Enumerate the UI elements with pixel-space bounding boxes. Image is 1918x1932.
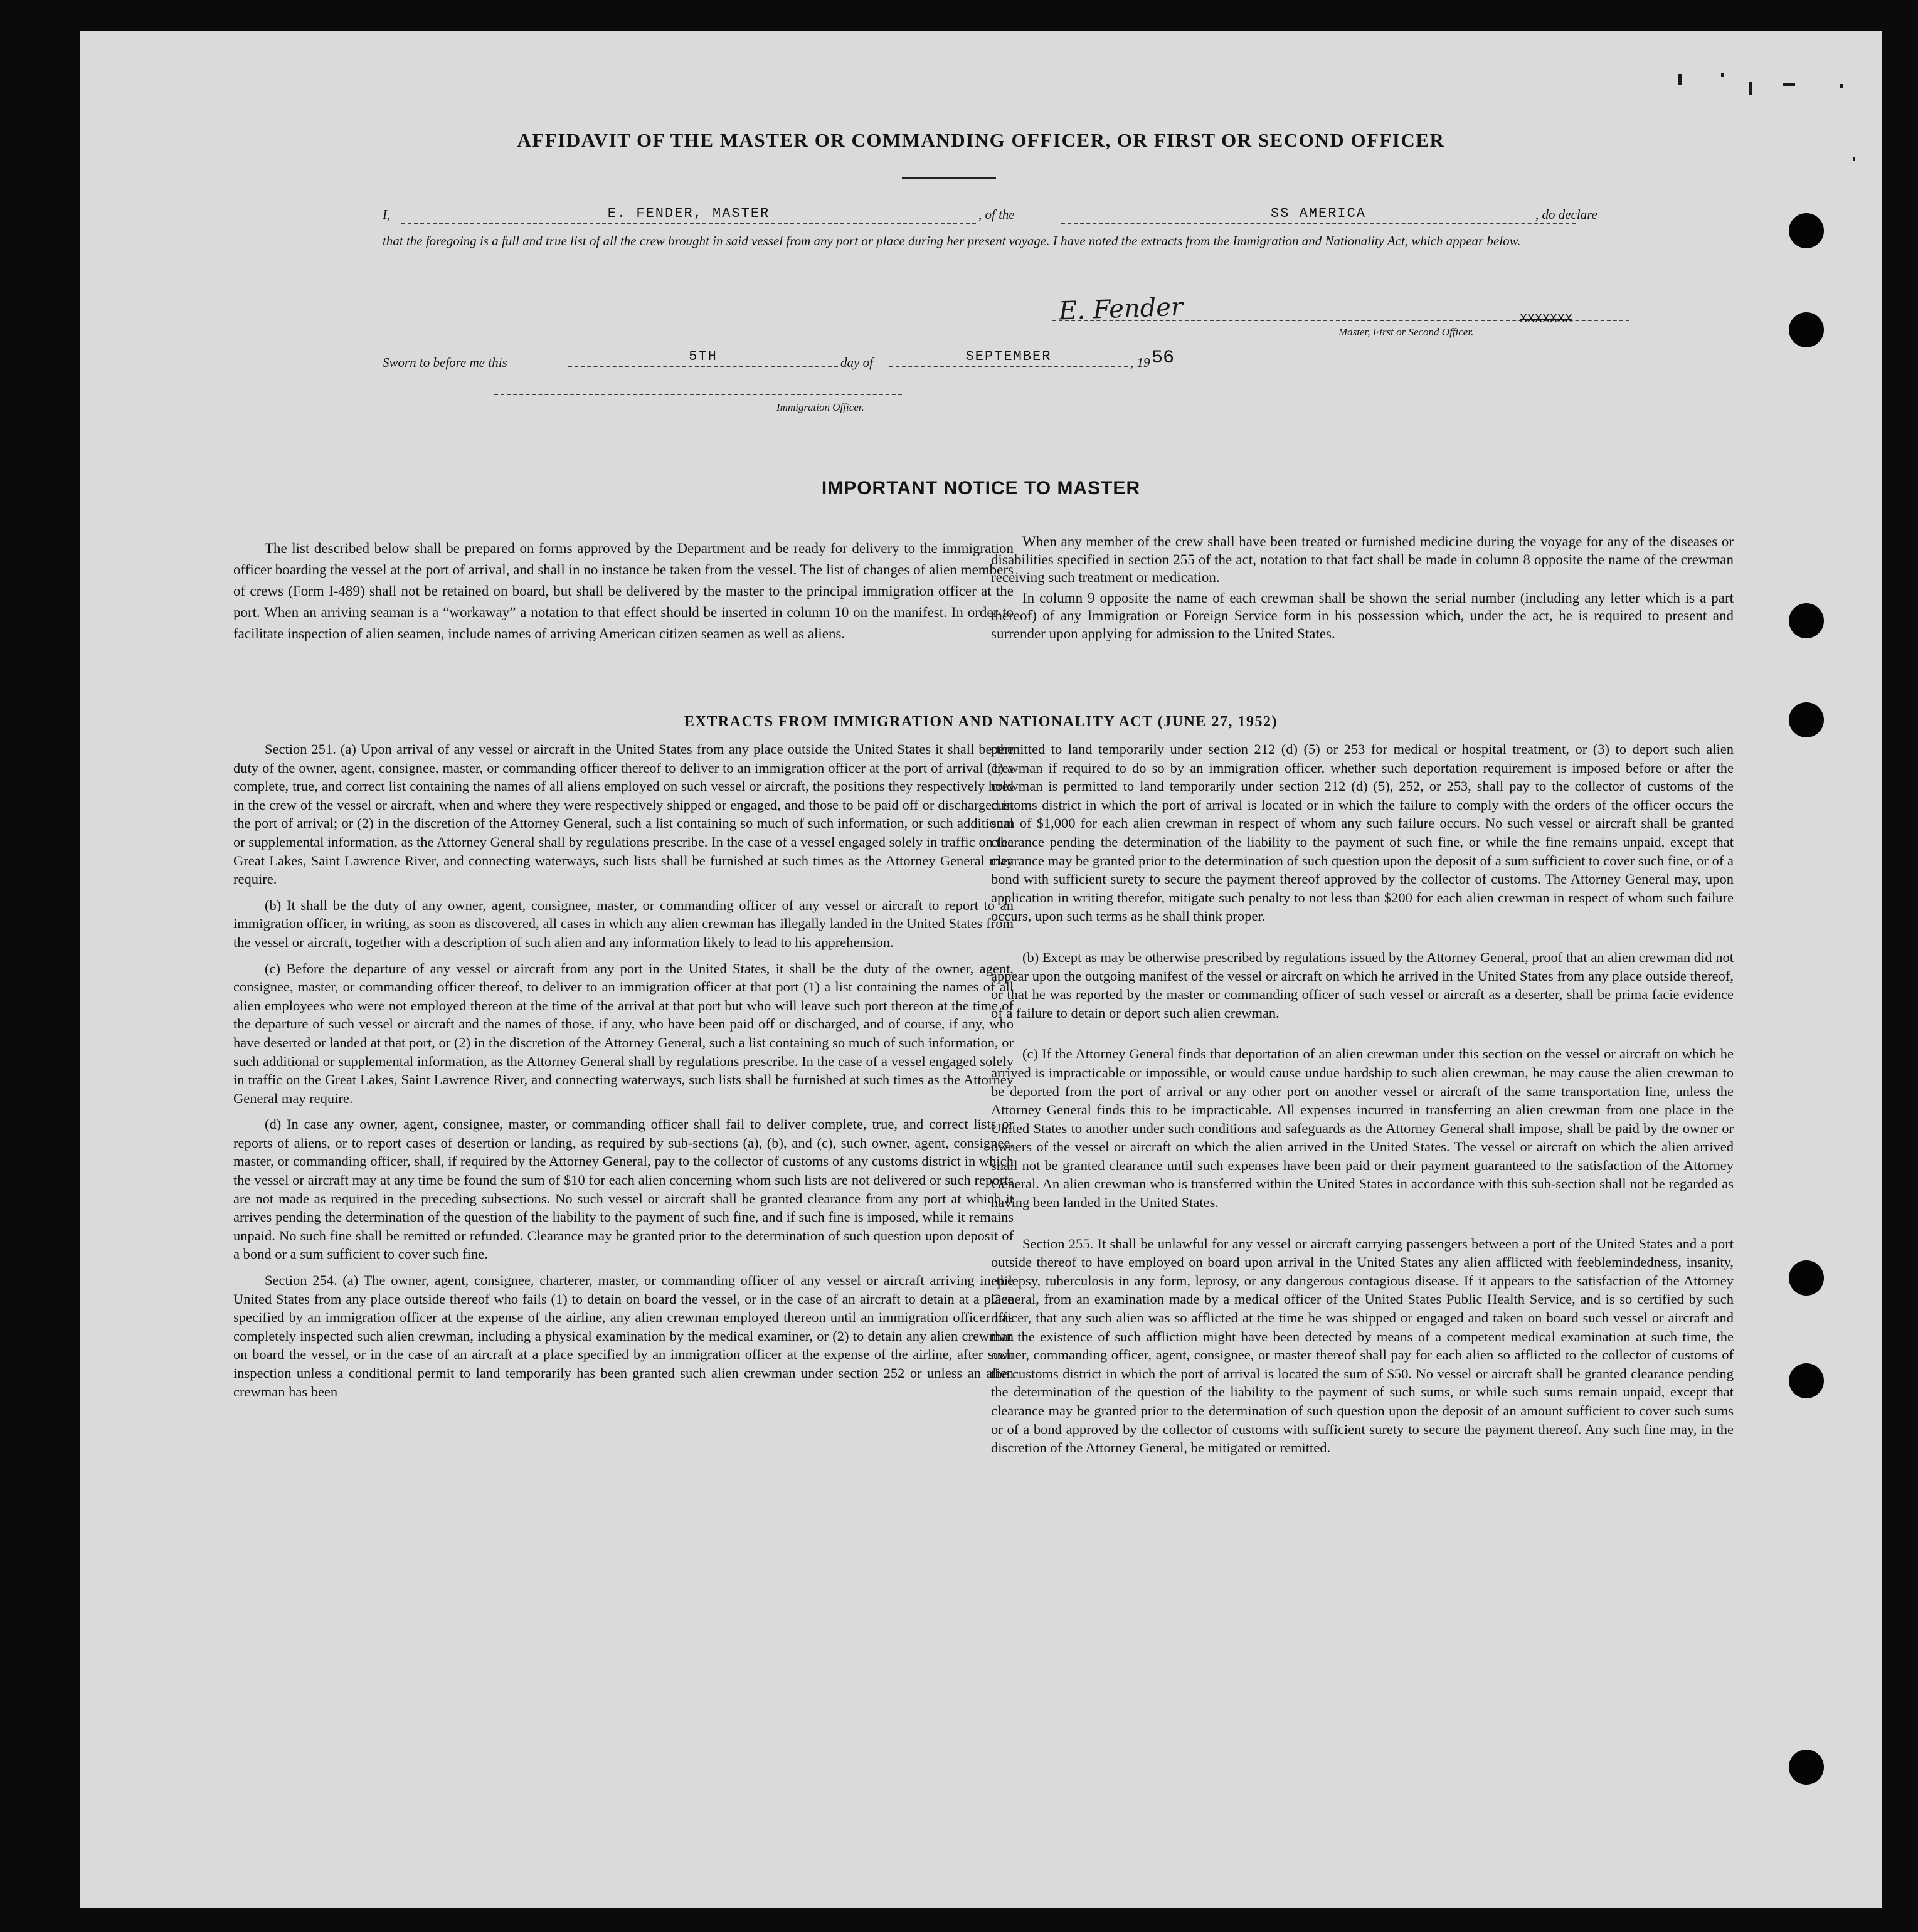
scan-mark — [1678, 74, 1682, 85]
sworn-label: Sworn to before me this — [383, 355, 507, 370]
extracts-right-column — [991, 740, 1734, 1457]
do-declare-label: , do declare — [1535, 207, 1597, 222]
document-page — [80, 31, 1882, 1908]
punch-hole — [1789, 1260, 1824, 1296]
declaration-statement: that the foregoing is a full and true list of all the crew brought in said vessel from any port or place during her present voyage. I have noted the extracts from the Immigration and Nationality Act, which appear below. — [383, 233, 1521, 248]
scan-mark — [1783, 83, 1795, 86]
notice-right-paragraph-2: In column 9 opposite the name of each crewman shall be shown the serial number (including any letter which is a part thereof) of any Immigration or Foreign Service form in his possession which, under the act, he is required to present and surrender upon applying for admission to the United States. — [991, 589, 1734, 641]
immigration-officer-caption: Immigration Officer. — [776, 401, 864, 413]
master-name-field[interactable]: E. FENDER, MASTER — [401, 207, 976, 224]
section-254a: Section 254. (a) The owner, agent, consignee, charterer, master, or commanding officer of any vessel or aircraft arriving in the United States from any place outside thereof who fails (1) to detain on board the vessel, or in the case of an aircraft to detain at a place specified by an immigration officer at the expense of the airline, any alien crewman employed thereon until an immigration officer has completely inspected such alien crewman, including a physical examination by the medical examiner, or (2) to detain any alien crewman on board the vessel, or in the case of an aircraft at a place specified by an immigration officer at the expense of the airline, after such inspection unless a conditional permit to land temporarily has been granted such alien crewman under section 252 or unless an alien crewman has been — [233, 1272, 1014, 1400]
sworn-month-field[interactable]: SEPTEMBER — [889, 350, 1128, 367]
declaration-line — [383, 207, 1631, 227]
affidavit-title: AFFIDAVIT OF THE MASTER OR COMMANDING OFFICER, OR FIRST OR SECOND OFFICER — [517, 129, 1445, 151]
punch-hole — [1789, 1363, 1824, 1398]
scan-mark — [1721, 73, 1724, 77]
declaration-prefix: I, — [383, 207, 391, 222]
notice-title: IMPORTANT NOTICE TO MASTER — [821, 478, 1141, 499]
punch-hole — [1789, 603, 1824, 638]
notice-right-paragraph-1: When any member of the crew shall have been treated or furnished medicine during the voyage for any of the diseases or disabilities specified in section 255 of the act, notation to that fact shall be made in column 8 opposite the name of the crewman receiving such treatment or medication. — [991, 534, 1734, 585]
vessel-name-field[interactable]: SS AMERICA — [1061, 207, 1576, 224]
section-254a-continued: permitted to land temporarily under section 212 (d) (5) or 253 for medical or hospital treatment, or (3) to deport such alien crewman if required to do so by an immigration officer, whether such deportation requirement is imposed before or after the crewman is permitted to land temporarily under section 212 (d) (5), 252, or 253, shall pay to the collector of customs of the customs district in which the port of arrival is located or in which the failure to comply with the orders of the officer occurs the sum of $1,000 for each alien crewman in respect of whom any such failure occurs. No such vessel or aircraft shall be granted clearance pending the determination of the liability to the payment of such fine, or while the fine remains unpaid, except that clearance may be granted prior to the determination of such question upon the deposit of a sum sufficient to cover such fine, or of a bond with sufficient surety to secure the payment thereof approved by the collector of customs. The Attorney General may, upon application in writing therefor, mitigate such penalty to not less than $200 for each alien crewman in respect of whom such failure occurs, upon such terms as he shall think proper. — [991, 741, 1734, 924]
section-254b: (b) Except as may be otherwise prescribed by regulations issued by the Attorney General, proof that an alien crewman did not appear upon the outgoing manifest of the vessel or aircraft on which he arrived in the United States from any place outside thereof, or that he was reported by the master or commanding officer of such vessel or aircraft as a deserter, shall be prima facie evidence of a failure to detain or deport such alien crewman. — [991, 949, 1734, 1021]
of-the-label: , of the — [978, 207, 1015, 222]
extracts-title: EXTRACTS FROM IMMIGRATION AND NATIONALITY ACT (JUNE 27, 1952) — [684, 714, 1278, 730]
section-254c: (c) If the Attorney General finds that deportation of an alien crewman under this section on the vessel or aircraft on which he arrived is impracticable or impossible, or would cause undue hardship to such alien crewman, he may cause the alien crewman to be deported from the port of arrival or any other port on another vessel or aircraft of the same transportation line, unless the Attorney General finds this to be impracticable. All expenses incurred in transferring an alien crewman from one place in the United States to another under such conditions and safeguards as the Attorney General shall impose, shall be paid by the owner or owners of the vessel or aircraft on which the alien arrived in the United States. The vessel or aircraft on which the alien arrived shall not be granted clearance until such expenses have been paid or their payment guaranteed to the satisfaction of the Attorney General. An alien crewman who is transferred within the United States in accordance with this sub-section shall not be regarded as having been landed in the United States. — [991, 1046, 1734, 1211]
notice-right-column — [991, 533, 1734, 643]
master-caption: Master, First or Second Officer. — [1338, 326, 1474, 338]
year-prefix-label: , 19 — [1130, 355, 1150, 370]
scan-mark — [1853, 157, 1855, 161]
scan-mark — [1749, 82, 1752, 95]
day-of-label: day of — [840, 355, 873, 370]
section-251b: (b) It shall be the duty of any owner, agent, consignee, master, or commanding officer of any vessel or aircraft to report to an immigration officer, in writing, as soon as discovered, all cases in which any alien crewman has illegally landed in the United States from the vessel or aircraft, together with a description of such alien and any information likely to lead to his apprehension. — [233, 897, 1014, 950]
punch-hole — [1789, 213, 1824, 248]
punch-hole — [1789, 1750, 1824, 1785]
scan-mark — [1840, 84, 1843, 88]
notice-left-column — [233, 538, 1014, 645]
section-251a: Section 251. (a) Upon arrival of any vessel or aircraft in the United States from any place outside the United States it shall be the duty of the owner, agent, consignee, master, or commanding officer thereof to deliver to an immigration officer at the port of arrival (1) a complete, true, and correct list containing the names of all aliens employed on such vessel or aircraft, the positions they respectively hold in the crew of the vessel or aircraft, when and where they were respectively shipped or engaged, and those to be paid off or discharged in the port of arrival; or (2) in the discretion of the Attorney General, such a list containing so much of such information, or such additional or supplemental information, as the Attorney General shall by regulations prescribe. In the case of a vessel engaged solely in traffic on the Great Lakes, Saint Lawrence River, and connecting waterways, such lists shall be furnished at such times as the Attorney General may require. — [233, 741, 1014, 887]
struck-title: XXXXXXX — [1520, 312, 1573, 327]
sworn-day-field[interactable]: 5TH — [568, 350, 838, 367]
extracts-left-column — [233, 740, 1014, 1401]
immigration-officer-line — [494, 394, 902, 395]
section-251c: (c) Before the departure of any vessel or aircraft from any port in the United States, it shall be the duty of the owner, agent, consignee, master, or commanding officer thereof, to deliver to an immigration officer at that port (1) a list containing the names of all alien employees who were not employed thereon at the time of the arrival at that port but who will leave such port thereon at the time of the departure of such vessel or aircraft and the names of those, if any, who have been paid off or discharged, and of course, if any, who have deserted or landed at that port, or (2) in the discretion of the Attorney General, such a list containing so much of such information, or such additional or supplemental information, as the Attorney General shall by regulations prescribe. In the case of a vessel engaged solely in traffic on the Great Lakes, Saint Lawrence River, and connecting waterways, such lists shall be furnished at such times as the Attorney General may require. — [233, 960, 1014, 1106]
master-signature: E. Fender — [1058, 292, 1184, 326]
punch-hole — [1789, 312, 1824, 347]
title-rule — [902, 177, 996, 179]
notice-left-paragraph: The list described below shall be prepared on forms approved by the Department and be ready for delivery to the immigration officer boarding the vessel at the port of arrival, and shall in no instance be taken from the vessel. The list of changes of alien members of crews (Form I-489) shall not be retained on board, but shall be delivered by the master to the principal immigration officer at the port. When an arriving seaman is a “workaway” a notation to that effect should be inserted in column 10 on the manifest. In order to facilitate inspection of alien seamen, include names of arriving American citizen seamen as well as aliens. — [233, 541, 1014, 641]
sworn-line — [383, 347, 1631, 375]
sworn-year-value[interactable]: 56 — [1152, 347, 1175, 369]
section-251d: (d) In case any owner, agent, consignee, master, or commanding officer shall fail to deliver complete, true, and correct lists or reports of aliens, or to report cases of desertion or landing, as required by sub-sections (a), (b), and (c), such owner, agent, consignee, master, or commanding officer, shall, if required by the Attorney General, pay to the collector of customs of any customs district in which the vessel or aircraft may at any time be found the sum of $10 for each alien concerning whom such lists are not delivered or such reports are not made as required in the preceding subsections. No such vessel or aircraft shall be granted clearance from any port at which it arrives pending the determination of the question of the liability to the payment of such fine, and if such fine is imposed, while it remains unpaid. No such fine shall be remitted or refunded. Clearance may be granted prior to the determination of such question upon deposit of a bond or a sum sufficient to cover such fine. — [233, 1116, 1014, 1262]
section-255: Section 255. It shall be unlawful for any vessel or aircraft carrying passengers between a port of the United States and a port outside thereof to have employed on board upon arrival in the United States any alien afflicted with feeblemindedness, insanity, epilepsy, tuberculosis in any form, leprosy, or any dangerous contagious disease. If it appears to the satisfaction of the Attorney General, from an examination made by a medical officer of the United States Public Health Service, and is so certified by such officer, that any such alien was so afflicted at the time he was shipped or engaged and taken on board such vessel or aircraft and that the existence of such affliction might have been detected by means of a competent medical examination at such time, the owner, commanding officer, agent, consignee, or master thereof shall pay for each alien so afflicted to the collector of customs of the customs district in which the port of arrival is located the sum of $50. No vessel or aircraft shall be granted clearance pending the determination of the question of the liability to the payment of such sums, or while such sums remain unpaid, except that clearance may be granted prior to the determination of such question upon the deposit of an amount sufficient to cover such sums or of a bond approved by the collector of customs with sufficient surety to secure the payment thereof. Any such fine may, in the discretion of the Attorney General, be mitigated or remitted. — [991, 1235, 1734, 1456]
